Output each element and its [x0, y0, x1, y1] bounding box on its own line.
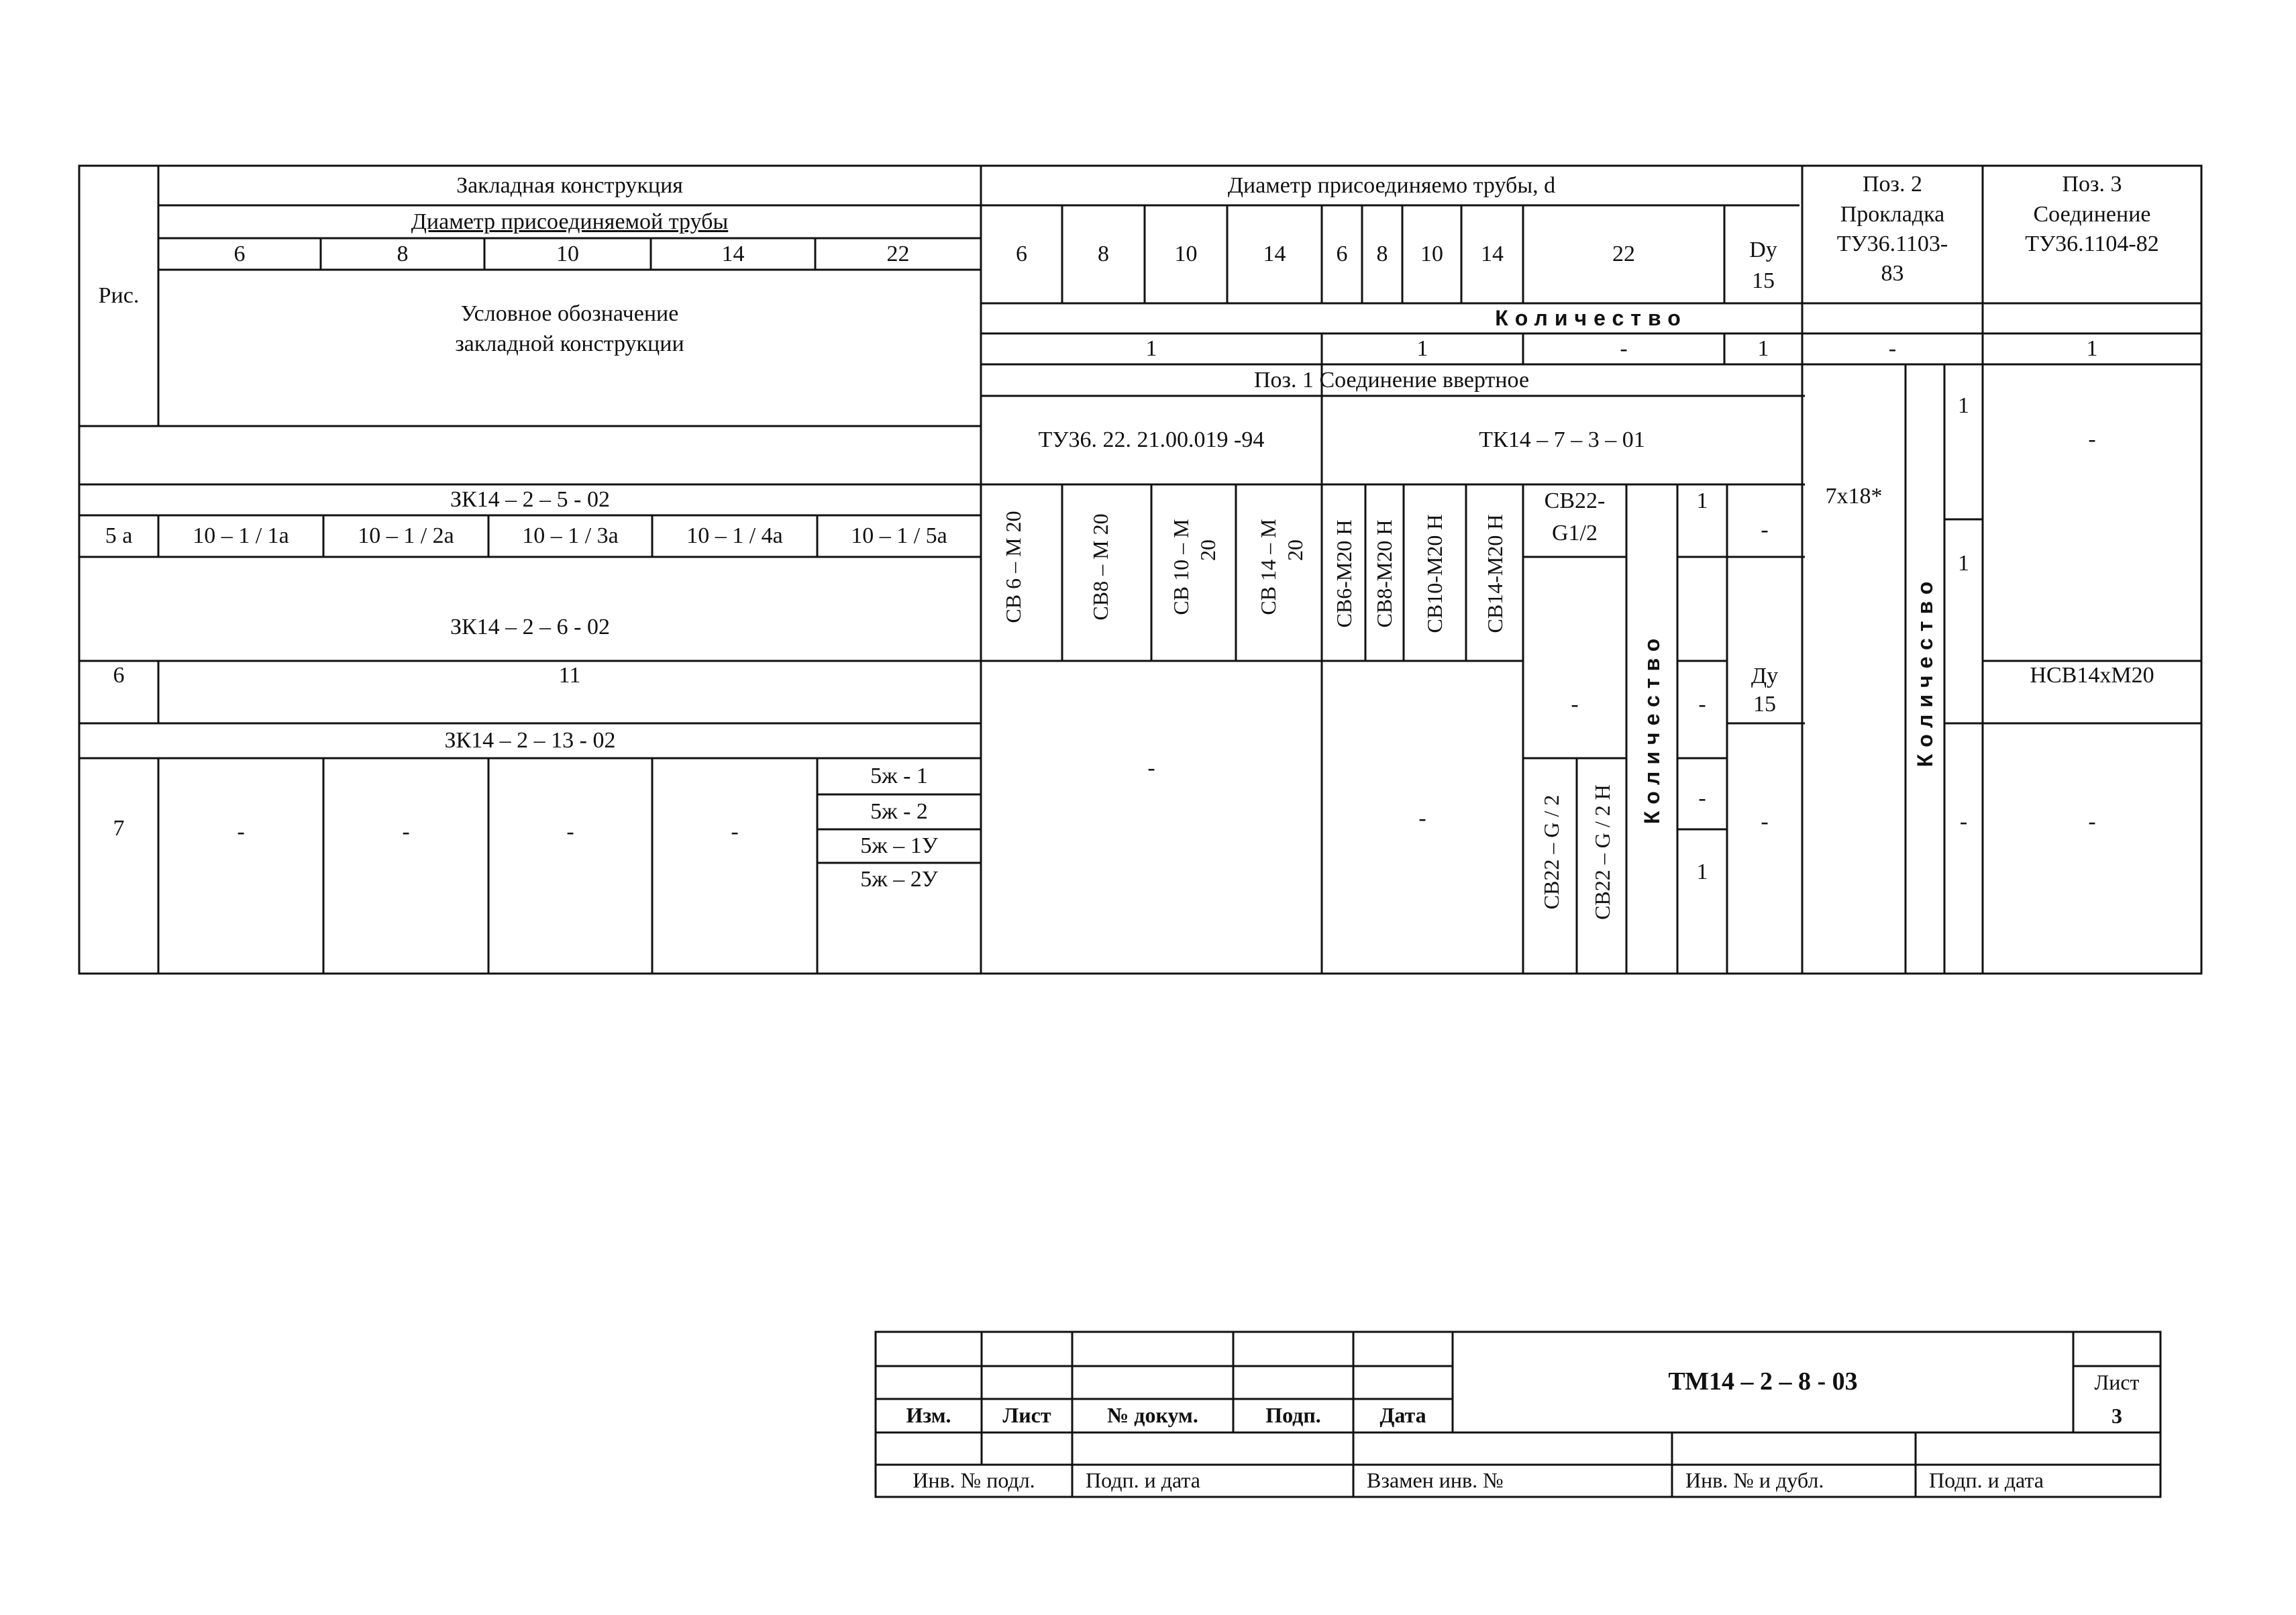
uslov-line1: Условное обозначение: [460, 301, 679, 326]
diam-right-col: 22: [1612, 242, 1635, 267]
conn-label: СВ10-М20 Н: [1422, 514, 1447, 633]
tu2-label: ТК14 – 7 – 3 – 01: [1479, 427, 1645, 453]
qty-cell: -: [1620, 336, 1628, 362]
qty-cell: -: [1888, 336, 1897, 362]
poz2-dash: -: [1959, 809, 1968, 835]
conn-label: СВ6-М20 Н: [1332, 519, 1356, 628]
row7-dash: -: [237, 819, 245, 845]
diam-right-title: Диаметр присоединяемо трубы, d: [1227, 172, 1556, 198]
poz2-line: Прокладка: [1840, 202, 1945, 227]
row5a-cell: 10 – 1 / 1а: [193, 523, 289, 549]
empty-dash: -: [1147, 756, 1155, 781]
row6-value: 11: [558, 663, 581, 688]
row7-sub: 5ж – 2У: [860, 867, 938, 892]
diam-right-col: 8: [1098, 242, 1109, 267]
cb22-vertical: СВ22 – G / 2: [1539, 794, 1563, 910]
diam-right-col: 6: [1016, 242, 1027, 267]
conn-qty: 1: [1696, 488, 1708, 514]
diam-right-dy: Dy: [1749, 238, 1777, 263]
row7-sub: 5ж - 2: [870, 799, 928, 825]
diam-right-dy15: 15: [1752, 268, 1775, 294]
cb22-dash: -: [1571, 692, 1579, 717]
conn-label: СВ8 – М 20: [1088, 513, 1112, 621]
diam-right-col: 8: [1376, 242, 1388, 267]
row6-ris: 6: [113, 663, 125, 688]
row7-dash: -: [731, 819, 739, 845]
zaklad-title: Закладная конструкция: [456, 172, 683, 198]
qty-cell: 1: [1416, 336, 1428, 362]
stamp-izm: Изм.: [906, 1403, 951, 1428]
cb22-vertical: СВ22 – G / 2 Н: [1590, 784, 1614, 920]
diam-right-col: 6: [1336, 242, 1348, 267]
diam-col-6: 6: [233, 241, 246, 266]
conn-qty: 1: [1696, 859, 1708, 885]
stamp-podp: Подп.: [1265, 1403, 1321, 1428]
cb22-label-2: G1/2: [1552, 521, 1598, 546]
diam-col-8: 8: [397, 241, 409, 266]
poz3-line: Соединение: [2033, 202, 2151, 227]
conn-label: СВ8-М20 Н: [1372, 519, 1396, 628]
diam-col-22: 22: [886, 241, 910, 266]
poz3-line: Поз. 3: [2062, 172, 2122, 197]
section-zk2: ЗК14 – 2 – 6 - 02: [450, 615, 611, 640]
stamp-list-label: Лист: [2094, 1370, 2140, 1395]
row5a-cell: 10 – 1 / 5а: [851, 523, 947, 549]
conn-dash: -: [1761, 809, 1769, 835]
row7-ris: 7: [113, 816, 125, 841]
row7-sub: 5ж - 1: [870, 764, 928, 789]
stamp-vzamen: Взамен инв. №: [1367, 1468, 1504, 1493]
poz3-dash: -: [2088, 427, 2096, 452]
stamp-list-num: 3: [2111, 1403, 2122, 1428]
kolichestvo-header: Количество: [1495, 305, 1687, 330]
tu1-label: ТУ36. 22. 21.00.019 -94: [1038, 427, 1265, 453]
conn-label: СВ 14 – М: [1256, 519, 1280, 615]
section-zk1: ЗК14 – 2 – 5 - 02: [450, 487, 611, 513]
stamp-data: Дата: [1379, 1403, 1426, 1428]
kolichestvo-vertical-1: Количество: [1640, 631, 1664, 825]
uslov-line2: закладной конструкции: [455, 331, 684, 356]
cb22-label-1: СВ22-: [1544, 488, 1606, 514]
row5a-cell: 10 – 1 / 4а: [686, 523, 783, 549]
qty-cell: 1: [2086, 336, 2098, 362]
diam-col-14: 14: [721, 241, 745, 266]
qty-cell: 1: [1145, 336, 1157, 362]
poz3-line: ТУ36.1104-82: [2025, 231, 2159, 257]
diam-right-col: 10: [1420, 242, 1443, 267]
row5a-cell: 10 – 1 / 3а: [522, 523, 619, 549]
row5a-cell: 10 – 1 / 2а: [358, 523, 454, 549]
poz2-line: Поз. 2: [1863, 172, 1922, 197]
stamp-podp-data-2: Подп. и дата: [1929, 1468, 2044, 1493]
conn-dash: -: [1761, 517, 1769, 543]
row7-sub: 5ж – 1У: [860, 833, 938, 859]
poz2-line: ТУ36.1103-: [1836, 231, 1948, 257]
kolichestvo-vertical-2: Количество: [1913, 574, 1937, 768]
diam-right-col: 10: [1174, 242, 1198, 267]
conn-dash: -: [1698, 692, 1706, 717]
stamp-inv-dubl: Инв. № и дубл.: [1685, 1468, 1824, 1493]
conn-label: 20: [1196, 539, 1220, 561]
stamp-inv-podl: Инв. № подл.: [912, 1468, 1035, 1493]
conn-dash: -: [1698, 786, 1706, 811]
poz2-qty: 1: [1958, 551, 1969, 576]
poz2-qty: 1: [1958, 393, 1969, 419]
hcb-label: НСВ14хМ20: [2030, 663, 2154, 688]
conn-label: 20: [1283, 539, 1307, 561]
qty-cell: 1: [1757, 336, 1769, 362]
row7-dash: -: [402, 819, 410, 845]
conn-label: СВ14-М20 Н: [1483, 514, 1507, 633]
row5a-ris: 5 а: [105, 523, 133, 549]
diam-right-col: 14: [1481, 242, 1504, 267]
ris-header: Рис.: [98, 283, 140, 309]
stamp-podp-data: Подп. и дата: [1086, 1468, 1200, 1493]
poz3-dash: -: [2088, 809, 2096, 835]
gasket-size: 7x18*: [1825, 484, 1883, 509]
poz1-title: Поз. 1 Соединение ввертное: [1253, 367, 1530, 393]
poz2-line: 83: [1881, 261, 1904, 286]
conn-label: СВ 6 – М 20: [1001, 511, 1025, 623]
stamp-list: Лист: [1002, 1403, 1051, 1428]
conn-label: СВ 10 – М: [1169, 519, 1193, 615]
document-code: ТМ14 – 2 – 8 - 03: [1668, 1367, 1858, 1396]
row7-dash: -: [566, 819, 574, 845]
stamp-dokum: № докум.: [1107, 1403, 1198, 1428]
dy15-label: 15: [1753, 692, 1776, 717]
section-zk3: ЗК14 – 2 – 13 - 02: [444, 728, 616, 753]
diam-title: Диаметр присоединяемой трубы: [411, 209, 729, 234]
dy-label: Ду: [1751, 664, 1779, 689]
diam-right-col: 14: [1263, 242, 1286, 267]
diam-col-10: 10: [556, 241, 579, 266]
empty-dash: -: [1418, 806, 1426, 831]
